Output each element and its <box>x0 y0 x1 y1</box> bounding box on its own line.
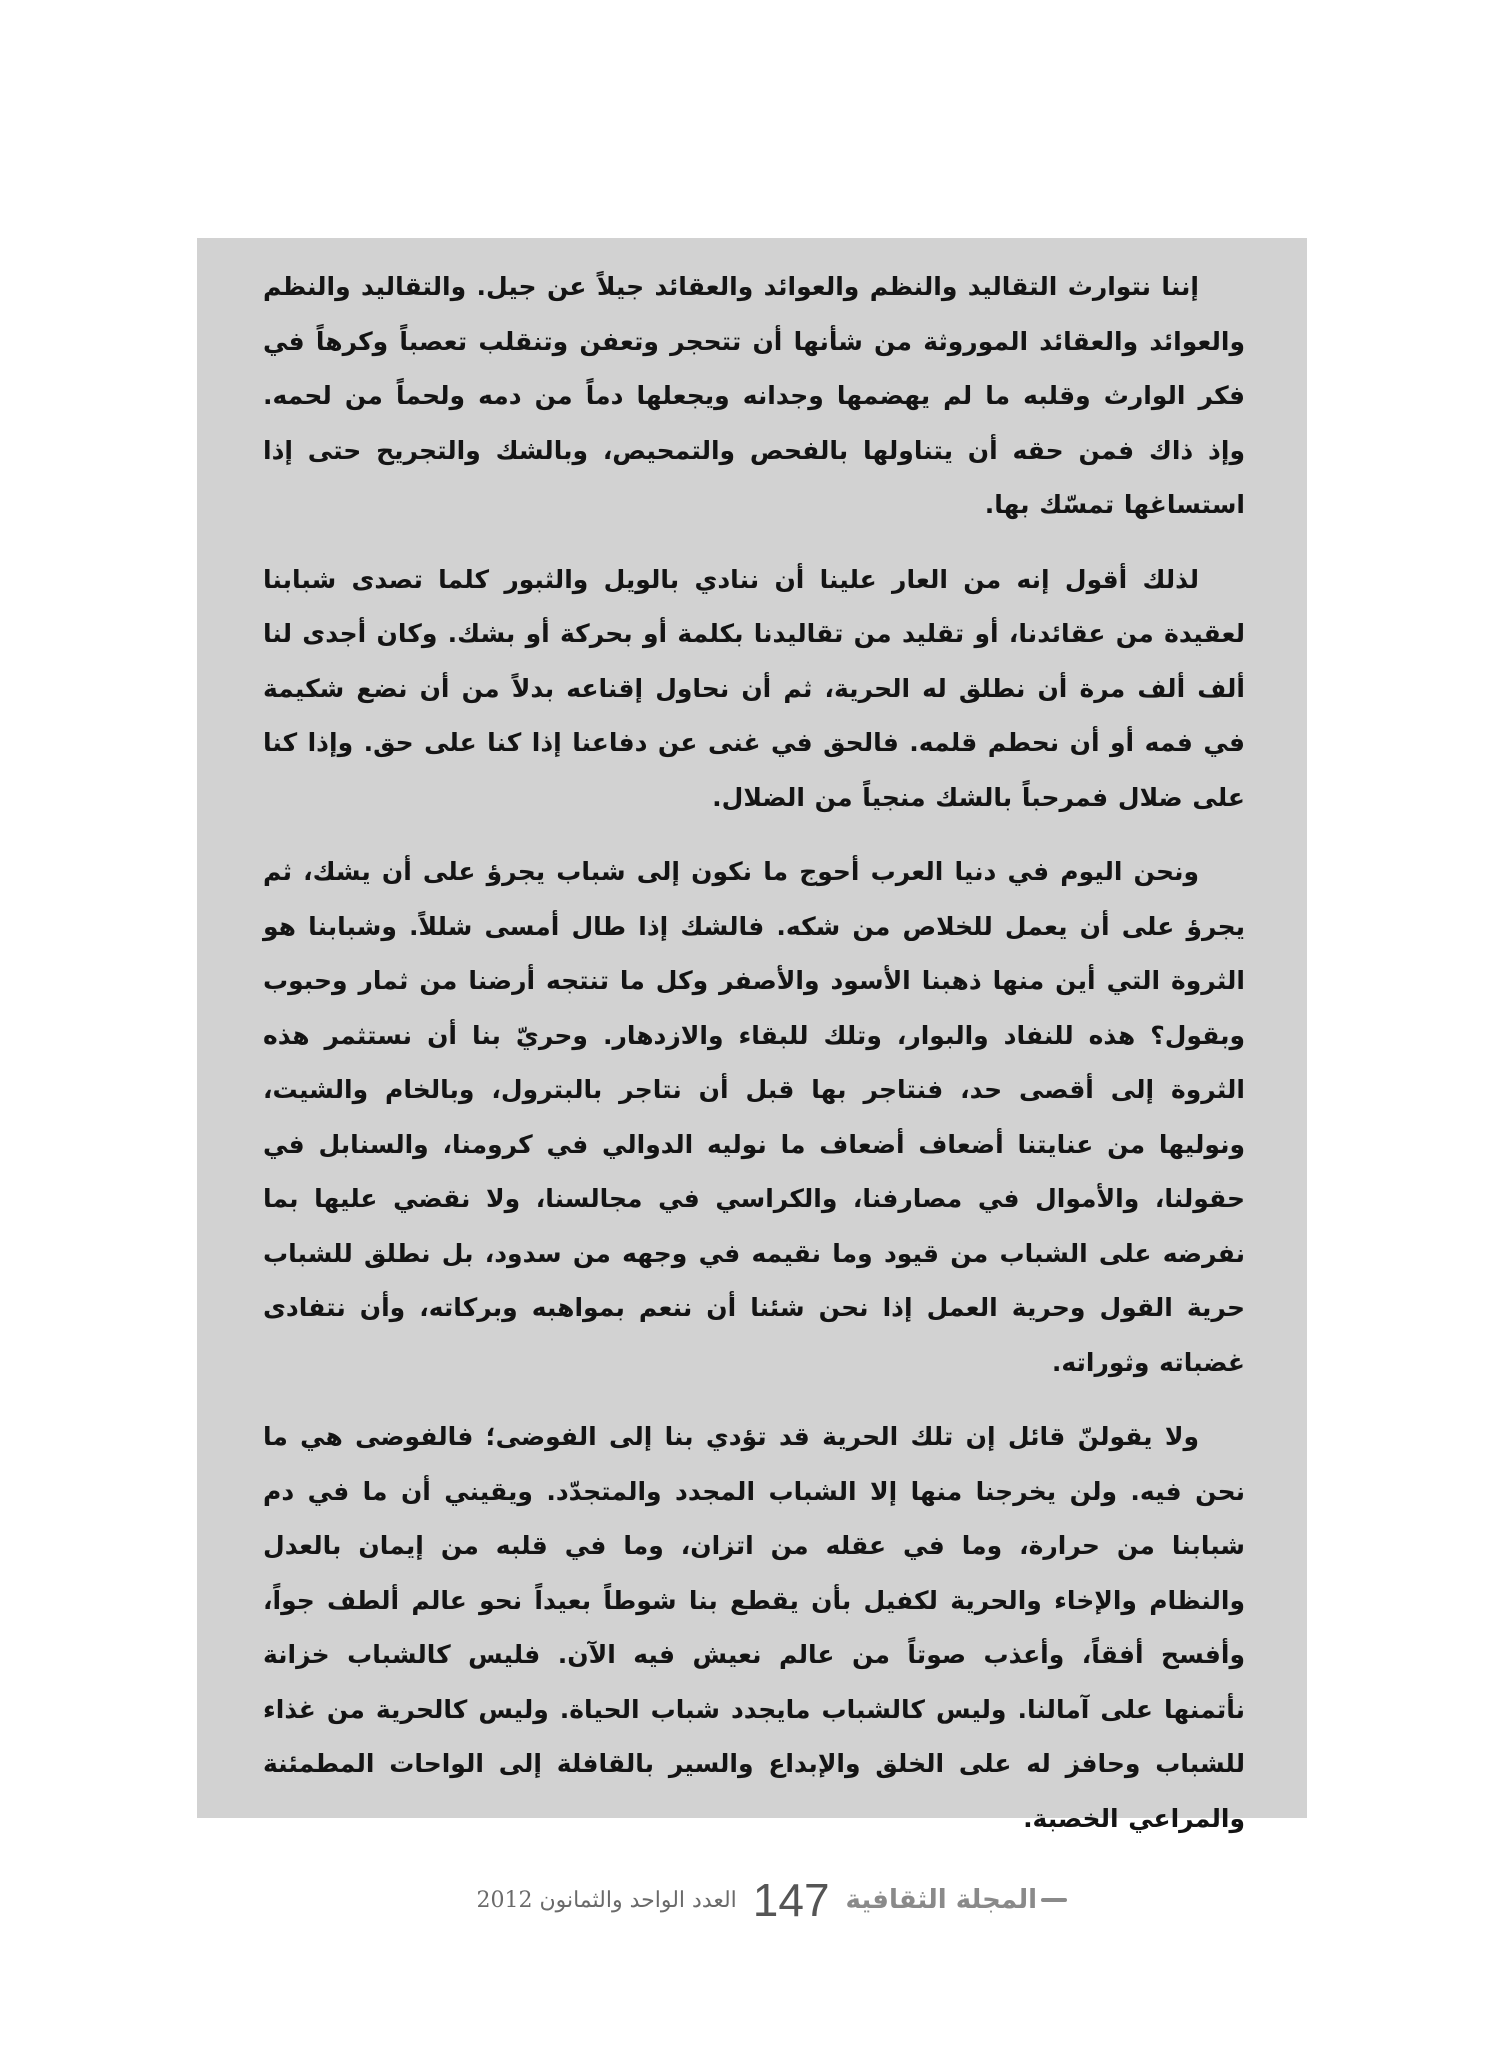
magazine-name-text: المجلة الثقافية <box>845 1885 1037 1915</box>
magazine-logo-stroke-icon <box>1041 1898 1067 1902</box>
paragraph-3: ونحن اليوم في دنيا العرب أحوج ما نكون إلى شباب يجرؤ على أن يشك، ثم يجرؤ على أن يعمل للخلاص من شكه. فالشك إذا طال أمسى شللاً. وشبابنا هو الثروة التي أين منها ذهبنا الأسود والأصفر وكل ما تنتجه أرضنا من ثمار وحبوب وبقول؟ هذه للنفاد والبوار، وتلك للبقاء والازدهار. وحريّ بنا أن نستثمر هذه الثروة إلى أقصى حد، فنتاجر بها قبل أن نتاجر بالبترول، وبالخام والشيت، ونوليها من عنايتنا أضعاف أضعاف ما نوليه الدوالي في كرومنا، والسنابل في حقولنا، والأموال في مصارفنا، والكراسي في مجالسنا، ولا نقضي عليها بما نفرضه على الشباب من قيود وما نقيمه في وجهه من سدود، بل نطلق للشباب حرية القول وحرية العمل إذا نحن شئنا أن ننعم بمواهبه وبركاته، وأن نتفادى غضباته وثوراته. <box>263 857 1245 1377</box>
page-footer <box>476 1874 1067 1926</box>
article-text-box <box>197 238 1307 1833</box>
magazine-name <box>846 1885 1067 1915</box>
paragraph-2: لذلك أقول إنه من العار علينا أن ننادي بالويل والثبور كلما تصدى شبابنا لعقيدة من عقائدنا، أو تقليد من تقاليدنا بكلمة أو بحركة أو بشك. وكان أجدى لنا ألف ألف مرة أن نطلق له الحرية، ثم أن نحاول إقناعه بدلاً من أن نضع شكيمة في فمه أو أن نحطم قلمه. فالحق في غنى عن دفاعنا إذا كنا على حق. وإذا كنا على ضلال فمرحباً بالشك منجياً من الضلال. <box>263 564 1245 812</box>
paragraph-1: إننا نتوارث التقاليد والنظم والعوائد والعقائد جيلاً عن جيل. والتقاليد والنظم والعوائد والعقائد الموروثة من شأنها أن تتحجر وتعفن وتنقلب تعصباً وكرهاً في فكر الوارث وقلبه ما لم يهضمها وجدانه ويجعلها دماً من دمه ولحماً من لحمه. وإذ ذاك فمن حقه أن يتناولها بالفحص والتمحيص، وبالشك والتجريح حتى إذا استساغها تمسّك بها. <box>263 272 1245 519</box>
page-number: 147 <box>752 1874 830 1926</box>
paragraph-4: ولا يقولنّ قائل إن تلك الحرية قد تؤدي بنا إلى الفوضى؛ فالفوضى هي ما نحن فيه. ولن يخرجنا منها إلا الشباب المجدد والمتجدّد. ويقيني أن ما في دم شبابنا من حرارة، وما في عقله من اتزان، وما في قلبه من إيمان بالعدل والنظام والإخاء والحرية لكفيل بأن يقطع بنا شوطاً بعيداً نحو عالم ألطف جواً، وأفسح أفقاً، وأعذب صوتاً من عالم نعيش فيه الآن. فليس كالشباب خزانة نأتمنها على آمالنا. وليس كالشباب مايجدد شباب الحياة. وليس كالحرية من غذاء للشباب وحافز له على الخلق والإبداع والسير بالقافلة إلى الواحات المطمئنة والمراعي الخصبة. <box>263 1422 1245 1833</box>
issue-label: العدد الواحد والثمانون 2012 <box>476 1887 737 1913</box>
